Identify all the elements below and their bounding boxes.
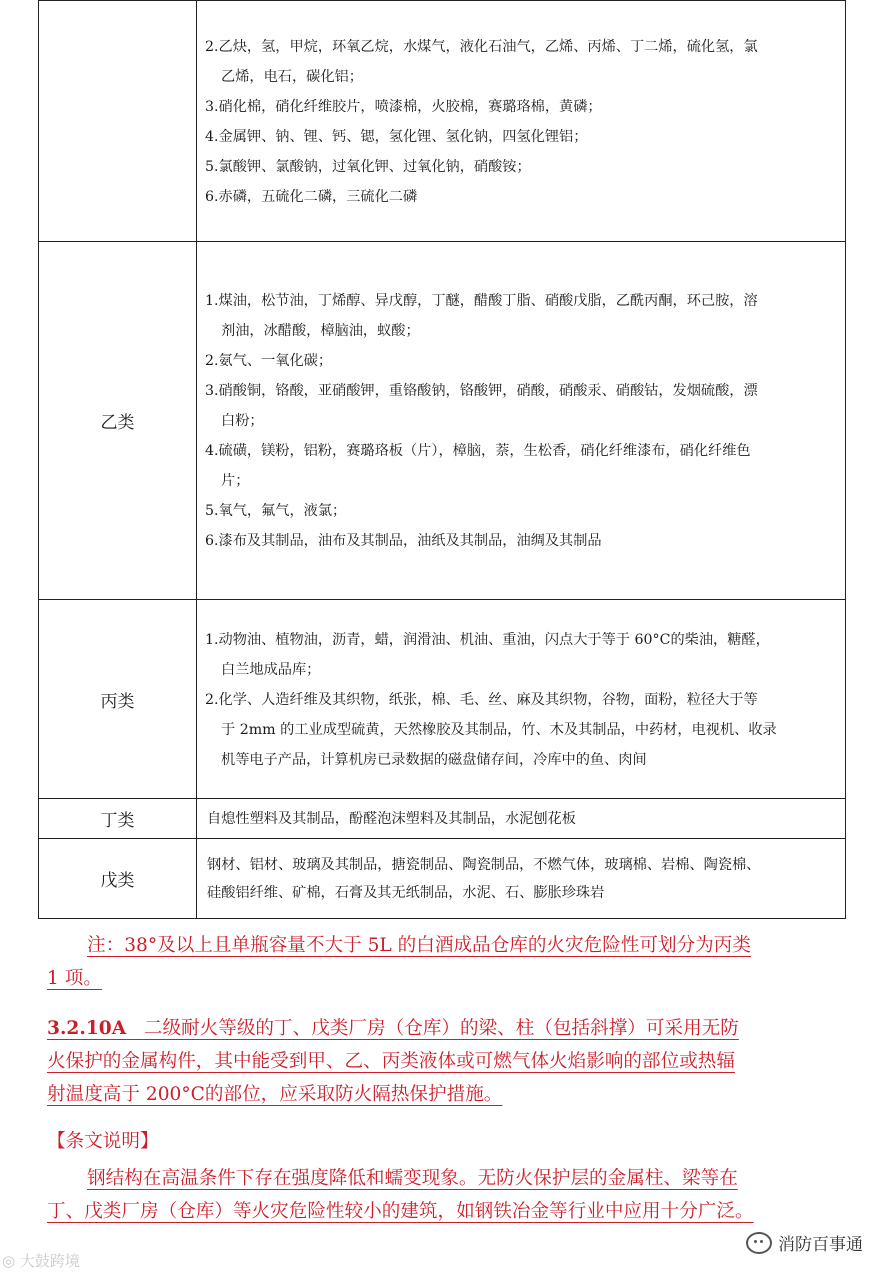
table-row [39, 600, 846, 799]
list-item: 自熄性塑料及其制品，酚醛泡沫塑料及其制品，水泥刨花板 [207, 811, 576, 827]
category-cell [39, 1, 197, 242]
list-item: 5.氧气，氟气，液氯； [205, 503, 347, 519]
list-item: 3.硝化棉，硝化纤维胶片，喷漆棉，火胶棉，赛璐珞棉，黄磷； [205, 98, 602, 115]
category-cell: 乙类 [39, 242, 197, 600]
table-row [39, 242, 846, 600]
list-item: 4.硫磺，镁粉，铝粉，赛璐珞板（片），樟脑，萘，生松香，硝化纤维漆布，硝化纤维色 片； [205, 443, 751, 489]
list-item: 2.化学、人造纤维及其织物，纸张，棉、毛、丝、麻及其织物，谷物，面粉，粒径大于等 于 2mm 的工业成型硫黄，天然橡胶及其制品，竹、木及其制品，中药材，电视机、收录 机等电子产品，计算机房已录数据的磁盘储存间，冷库中的鱼、肉间 [205, 691, 777, 768]
hazard-classification-table [38, 0, 846, 919]
items-cell [197, 600, 846, 799]
watermark-right: 消防百事通 [746, 1230, 863, 1255]
items-cell [197, 799, 846, 839]
list-item: 钢材、铝材、玻璃及其制品，搪瓷制品、陶瓷制品，不燃气体，玻璃棉、岩棉、陶瓷棉、 [207, 857, 761, 873]
list-item: 1.煤油，松节油，丁烯醇、异戊醇，丁醚，醋酸丁脂、硝酸戊脂，乙酰丙酮，环己胺，溶 剂油，冰醋酸，樟脑油，蚁酸； [205, 293, 758, 339]
items-cell [197, 1, 846, 242]
items-cell [197, 242, 846, 600]
list-item: 6.赤磷，五硫化二磷，三硫化二磷 [205, 188, 418, 205]
watermark-left: ◎ 大鼓跨境 [2, 1252, 80, 1270]
clause-paragraph: 3.2.10A 二级耐火等级的丁、戊类厂房（仓库）的梁、柱（包括斜撑）可采用无防 火保护的金属构件，其中能受到甲、乙、丙类液体或可燃气体火焰影响的部位或热辐 射温度高于 200°C的部位，应采取防火隔热保护措施。 [47, 1018, 739, 1105]
table-row [39, 1, 846, 242]
table-row [39, 839, 846, 919]
note-paragraph: 注：38°及以上且单瓶容量不大于 5L 的白酒成品仓库的火灾危险性可划分为丙类 1 项。 [47, 935, 751, 989]
list-item: 3.硝酸铜，铬酸，亚硝酸钾，重铬酸钠，铬酸钾，硝酸，硝酸汞、硝酸钴，发烟硫酸，漂 白粉； [205, 383, 758, 429]
list-item: 2.氨气、一氧化碳； [205, 353, 333, 369]
list-item: 2.乙炔，氢，甲烷，环氧乙烷，水煤气，液化石油气，乙烯、丙烯、丁二烯，硫化氢，氯 乙烯，电石，碳化铝； [205, 38, 758, 85]
logo-icon: ◎ [2, 1252, 16, 1270]
list-item: 硅酸铝纤维、矿棉，石膏及其无纸制品，水泥、石、膨胀珍珠岩 [207, 885, 605, 901]
category-cell: 戊类 [39, 839, 197, 919]
explanation-paragraph: 钢结构在高温条件下存在强度降低和蠕变现象。无防火保护层的金属柱、梁等在 丁、戊类厂房（仓库）等火灾危险性较小的建筑，如钢铁冶金等行业中应用十分广泛。 [47, 1168, 754, 1222]
table-row [39, 799, 846, 839]
items-cell [197, 839, 846, 919]
list-item: 6.漆布及其制品，油布及其制品，油纸及其制品，油绸及其制品 [205, 533, 602, 549]
list-item: 4.金属钾、钠、锂、钙、锶，氢化锂、氢化钠，四氢化锂铝； [205, 128, 588, 145]
explanation-heading: 【条文说明】 [47, 1131, 159, 1152]
category-cell: 丁类 [39, 799, 197, 839]
list-item: 1.动物油、植物油，沥青，蜡，润滑油、机油、重油，闪点大于等于 60°C的柴油，糖醛， 白兰地成品库； [205, 631, 770, 678]
wechat-icon [746, 1232, 772, 1254]
clause-number: 3.2.10A [47, 1018, 127, 1039]
category-cell: 丙类 [39, 600, 197, 799]
list-item: 5.氯酸钾、氯酸钠，过氧化钾、过氧化钠，硝酸铵； [205, 158, 531, 175]
